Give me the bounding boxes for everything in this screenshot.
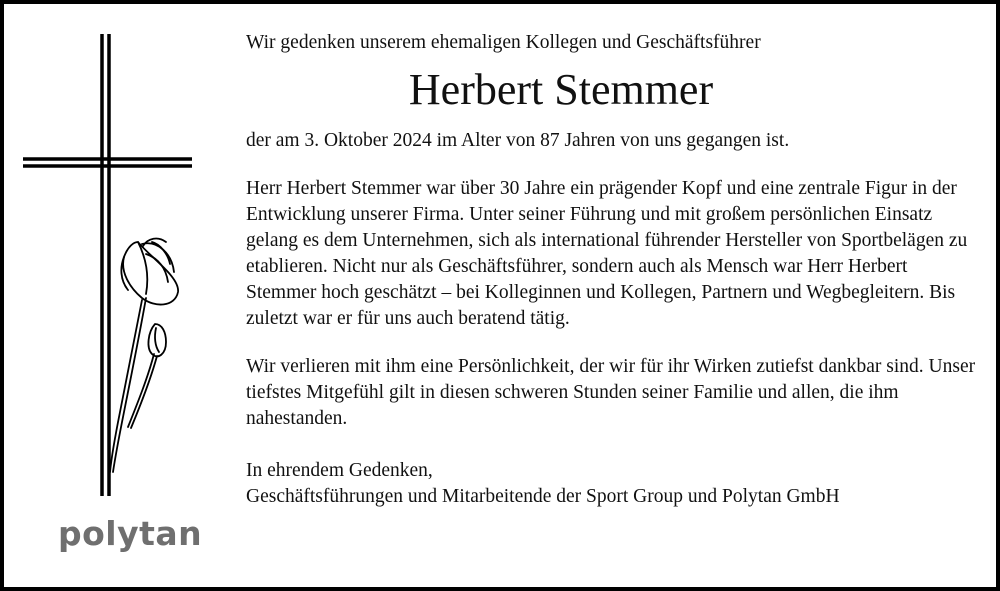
date-line: der am 3. Oktober 2024 im Alter von 87 Jahren von uns gegangen ist.: [246, 130, 790, 151]
condolence-paragraph: Wir verlieren mit ihm eine Persönlichkeit, der wir für ihr Wirken zutiefst dankbar sind. Unser tiefstes Mitgefühl gilt in diesen schweren Stunden seiner Familie und allen, die ihm nahestanden.: [246, 356, 976, 429]
tribute-paragraph: Herr Herbert Stemmer war über 30 Jahre ein prägender Kopf und eine zentrale Figur in der Entwicklung unserer Firma. Unter seiner Führung und mit großem persönlichen Einsatz gelang es dem Unternehmen, sich als international führender Hersteller von Sportbelägen zu etablieren. Nicht nur als Geschäftsführer, sondern auch als Mensch war Herr Herbert Stemmer hoch geschätzt – bei Kolleginnen und Kollegen, Partnern und Wegbegleitern. Bis zuletzt war er für uns auch beratend tätig.: [246, 178, 968, 329]
closing-greeting: In ehrendem Gedenken,: [246, 460, 433, 481]
intro-line: Wir gedenken unserem ehemaligen Kollegen und Geschäftsführer: [246, 32, 761, 53]
cross-icon: [20, 32, 200, 502]
notice-text: [246, 30, 976, 510]
deceased-name: Herbert Stemmer: [408, 65, 714, 114]
closing: [246, 458, 976, 510]
tulip-icon: [110, 239, 178, 472]
polytan-logo: polytan: [58, 514, 203, 553]
closing-signature: Geschäftsführungen und Mitarbeitende der Sport Group und Polytan GmbH: [246, 486, 840, 507]
